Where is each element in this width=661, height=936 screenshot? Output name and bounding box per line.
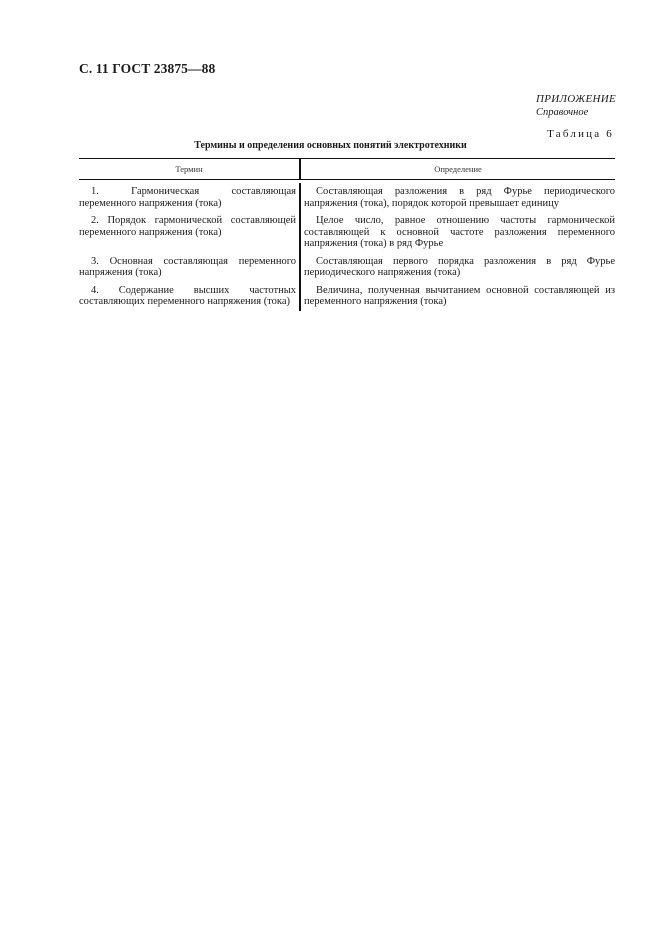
term-cell: 2. Порядок гармонической составляющей переменного напряжения (тока) [79,212,301,253]
column-header-definition: Определение [434,164,482,174]
appendix-title: ПРИЛОЖЕНИЕ [536,93,616,105]
terms-table [79,158,615,311]
table-row [79,282,615,311]
definition-cell: Величина, полученная вычитанием основной составляющей из переменного напряжения (тока) [304,284,615,307]
definition-cell: Составляющая первого порядка разложения в ряд Фурье периодического напряжения (тока) [304,255,615,278]
table-row [79,180,615,212]
table-caption: Термины и определения основных понятий электротехники [194,140,467,151]
definition-cell: Целое число, равное отношению частоты гармонической составляющей к основной частоте разложения переменного напряжения (тока) в ряд Фурье [304,215,615,249]
table-header [79,159,615,180]
table-row [79,253,615,282]
term-cell: 4. Содержание высших частотных составляющих переменного напряжения (тока) [79,282,301,311]
definition-cell: Составляющая разложения в ряд Фурье периодического напряжения (тока), порядок которой превышает единицу [304,186,615,209]
table-row [79,212,615,253]
term-cell: 1. Гармоническая составляющая переменного напряжения (тока) [79,183,301,212]
page-header: С. 11 ГОСТ 23875—88 [79,61,216,76]
term-cell: 3. Основная составляющая переменного напряжения (тока) [79,253,301,282]
appendix-subtitle: Справочное [536,107,589,118]
appendix-label [536,93,616,119]
column-header-term: Термин [79,159,301,179]
table-number: Таблица 6 [547,128,614,140]
